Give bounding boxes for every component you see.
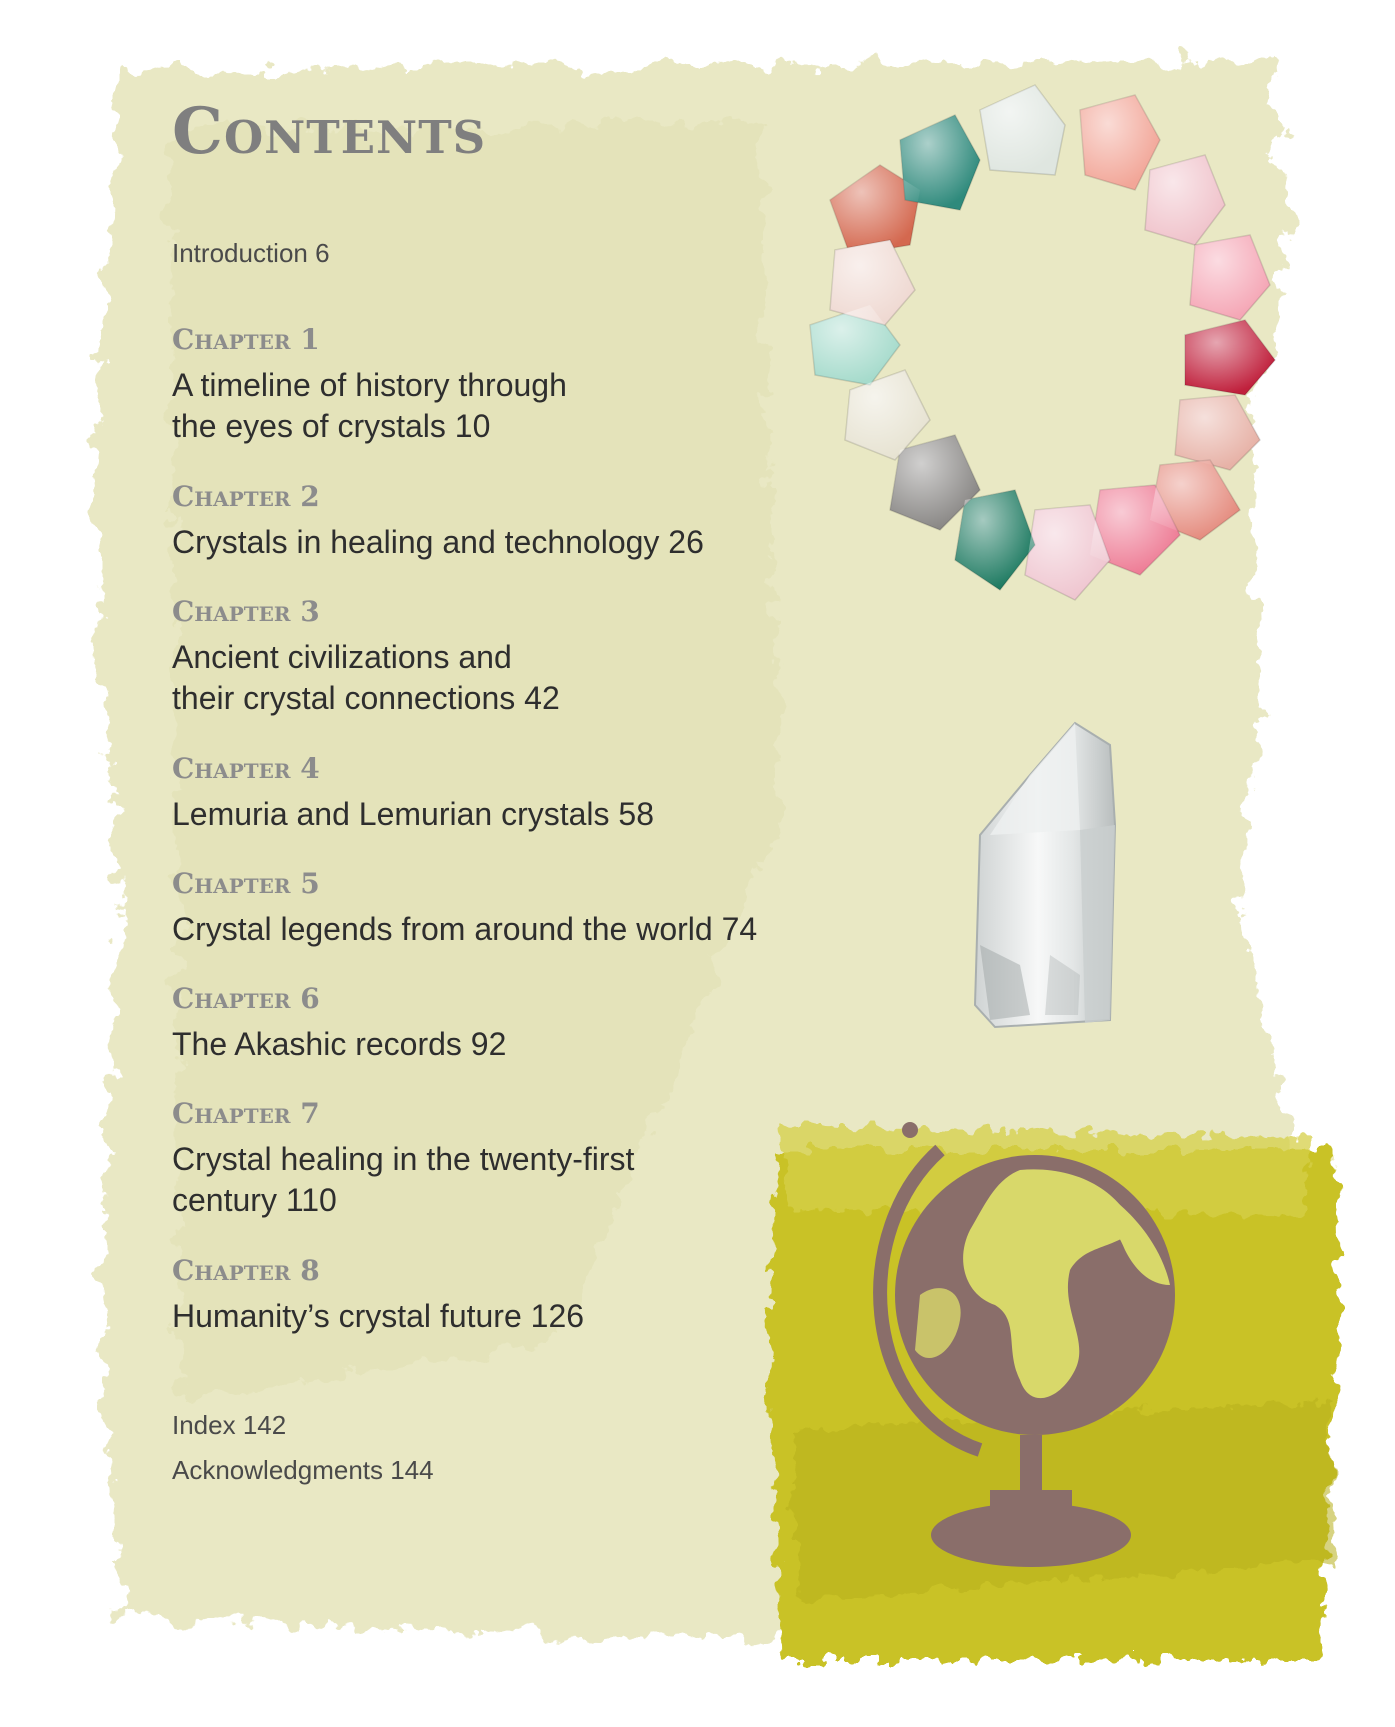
toc-introduction[interactable]: Introduction 6: [172, 238, 330, 268]
chapter-6-title[interactable]: The Akashic records 92: [172, 1026, 507, 1062]
chapter-7-title[interactable]: Crystal healing in the twenty-first century 110: [172, 1141, 635, 1218]
chapter-4-title[interactable]: Lemuria and Lemurian crystals 58: [172, 796, 655, 832]
chapter-1-label: Chapter 1: [172, 323, 320, 356]
chapter-5-title[interactable]: Crystal legends from around the world 74: [172, 911, 758, 947]
chapter-2-title[interactable]: Crystals in healing and technology 26: [172, 524, 704, 560]
chapter-1-title[interactable]: A timeline of history through the eyes of crystals 10: [172, 367, 567, 444]
page-title: Contents: [172, 94, 487, 169]
crystal-bracelet-image: [790, 70, 1310, 610]
toc-acknowledgments[interactable]: Acknowledgments 144: [172, 1455, 434, 1485]
toc-index[interactable]: Index 142: [172, 1410, 287, 1440]
chapter-3-title[interactable]: Ancient civilizations and their crystal connections 42: [172, 639, 560, 716]
chapter-2-label: Chapter 2: [172, 480, 320, 513]
chapter-5-label: Chapter 5: [172, 867, 320, 900]
chapter-8-title[interactable]: Humanity’s crystal future 126: [172, 1298, 585, 1334]
chapter-4-label: Chapter 4: [172, 752, 320, 785]
quartz-point-image: [960, 715, 1150, 1035]
globe-illustration: [870, 1110, 1190, 1580]
chapter-3-label: Chapter 3: [172, 595, 320, 628]
chapter-6-label: Chapter 6: [172, 982, 320, 1015]
chapter-7-label: Chapter 7: [172, 1097, 320, 1130]
chapter-8-label: Chapter 8: [172, 1254, 320, 1287]
